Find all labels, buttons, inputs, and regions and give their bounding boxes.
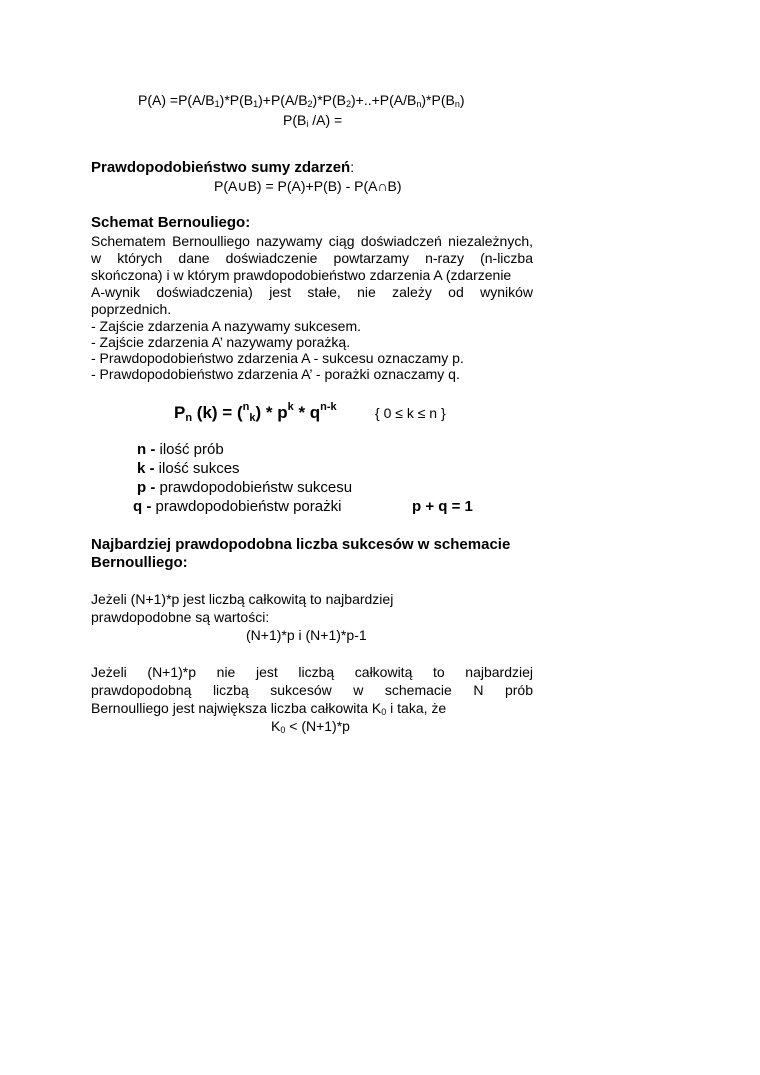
formula-sup: n-k: [320, 401, 337, 413]
case1-formula: (N+1)*p i (N+1)*p-1: [246, 627, 367, 643]
case2-line: Jeżeli (N+1)*p nie jest liczbą całkowitą to najbardziej: [91, 664, 533, 680]
formula-part: < (N+1)*p: [285, 718, 350, 734]
formula-part: )*P(B: [312, 92, 346, 108]
definition-symbol: n -: [137, 441, 156, 458]
formula-part: P(A) =P(A/B: [138, 92, 215, 108]
formula-sub: i: [306, 119, 309, 129]
sum-formula: P(A∪B) = P(A)+P(B) - P(A∩B): [214, 178, 402, 194]
case2-line: prawdopodobną liczbą sukcesów w schemacie N prób: [91, 682, 533, 698]
formula-sub: n: [185, 412, 193, 424]
formula-part: /A) =: [308, 112, 343, 128]
formula-sub: 1: [253, 99, 259, 109]
bayes-formula: [283, 112, 342, 129]
definition-k: [137, 460, 240, 478]
formula-sub: 0: [280, 725, 286, 735]
case1-line: prawdopodobne są wartości:: [91, 609, 270, 625]
case2-formula: [271, 718, 350, 735]
formula-sup: k: [287, 401, 294, 413]
definition-symbol: q -: [133, 498, 152, 515]
bernoulli-bullet: - Prawdopodobieństwo zdarzenia A - sukcesu oznaczamy p.: [91, 350, 464, 366]
formula-sub: 2: [307, 99, 313, 109]
bernoulli-para-line: poprzednich.: [91, 301, 172, 317]
definition-symbol: p -: [137, 479, 156, 496]
definition-p: [137, 479, 352, 497]
formula-sub: 2: [346, 99, 352, 109]
bernoulli-bullet: - Zajście zdarzenia A nazywamy sukcesem.: [91, 318, 361, 334]
definition-text: prawdopodobieństw porażki: [151, 498, 342, 515]
bernoulli-para-line: w których dane doświadczenie powtarzamy n-razy (n-liczba: [91, 250, 533, 266]
bernoulli-heading: Schemat Bernouliego:: [91, 214, 251, 231]
definition-q: [133, 498, 341, 516]
formula-sub: k: [249, 412, 256, 424]
heading-text: Prawdopodobieństwo sumy zdarzeń: [91, 159, 351, 176]
formula-part: K: [271, 718, 281, 734]
definition-symbol: k -: [137, 460, 155, 477]
definition-text: ilość prób: [155, 441, 224, 458]
case1-line: Jeżeli (N+1)*p jest liczbą całkowitą to najbardziej: [91, 591, 394, 607]
formula-part: )*P(B: [219, 92, 254, 108]
bernoulli-para-line: skończona) i w którym prawdopodobieństwo zdarzenia A (zdarzenie: [91, 267, 512, 283]
formula-part: )+P(A/B: [258, 92, 308, 108]
formula-part: P: [174, 403, 186, 422]
formula-sub: n: [454, 99, 460, 109]
formula-part: ) * p: [255, 403, 288, 422]
text-part: Bernoulliego jest największa liczba całkowita K: [91, 700, 382, 716]
case2-line: [91, 700, 446, 717]
definition-text: prawdopodobieństw sukcesu: [155, 479, 353, 496]
formula-part: ): [459, 92, 465, 108]
text-part: i taka, że: [386, 700, 447, 716]
formula-sub: n: [416, 99, 422, 109]
formula-part: P(B: [283, 112, 307, 128]
most-probable-heading: Najbardziej prawdopodobna liczba sukcesów w schemacie: [91, 536, 511, 553]
formula-part: * q: [293, 403, 321, 422]
definition-text: ilość sukces: [154, 460, 240, 477]
sum-heading: [91, 159, 354, 176]
bernoulli-para-line: Schematem Bernoulliego nazywamy ciąg doświadczeń niezależnych,: [91, 233, 533, 249]
definition-n: [137, 441, 224, 459]
bernoulli-formula: [174, 402, 337, 424]
formula-part: )+..+P(A/B: [351, 92, 417, 108]
bernoulli-para-line: A-wynik doświadczenia) jest stałe, nie zależy od wyników: [91, 284, 533, 300]
formula-sup: n: [242, 401, 250, 413]
text-sub: 0: [381, 707, 387, 717]
formula-part: (k) = (: [192, 403, 243, 422]
bernoulli-bullet: - Zajście zdarzenia A’ nazywamy porażką.: [91, 334, 351, 350]
range-set: { 0 ≤ k ≤ n }: [375, 405, 446, 421]
most-probable-heading: Bernoulliego:: [91, 554, 188, 571]
pq-identity: p + q = 1: [412, 498, 473, 515]
formula-part: )*P(B: [421, 92, 455, 108]
formula-sub: 1: [214, 99, 220, 109]
bernoulli-bullet: - Prawdopodobieństwo zdarzenia A’ - porażki oznaczamy q.: [91, 366, 460, 382]
heading-colon: :: [350, 159, 355, 175]
total-probability-formula: [138, 92, 465, 109]
